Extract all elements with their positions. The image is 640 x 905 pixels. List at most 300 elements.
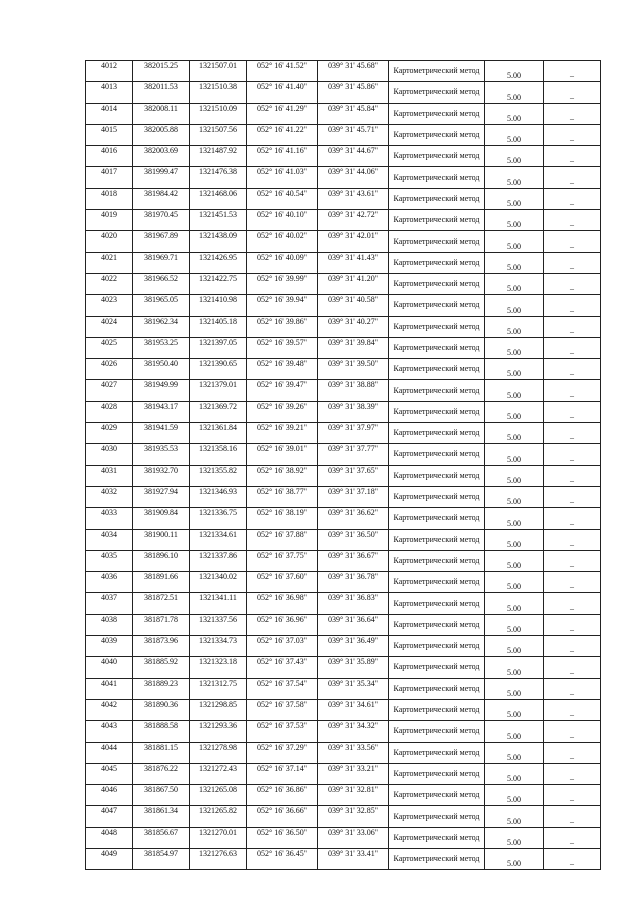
method-cell: Картометрический метод	[389, 508, 485, 529]
latitude-cell: 052° 16' 41.29"	[247, 103, 318, 124]
x-coordinate-cell: 381965.05	[133, 295, 190, 316]
table-row	[86, 188, 601, 209]
y-coordinate-cell: 1321334.73	[190, 636, 247, 657]
latitude-cell: 052° 16' 37.14"	[247, 763, 318, 784]
longitude-cell: 039° 31' 37.97"	[318, 423, 389, 444]
y-coordinate-cell: 1321405.18	[190, 316, 247, 337]
point-number-cell: 4019	[86, 210, 133, 231]
point-number-cell: 4024	[86, 316, 133, 337]
x-coordinate-cell: 382003.69	[133, 146, 190, 167]
accuracy-cell: 5.00	[485, 678, 544, 699]
longitude-cell: 039° 31' 33.21"	[318, 763, 389, 784]
method-cell: Картометрический метод	[389, 295, 485, 316]
x-coordinate-cell: 381935.53	[133, 444, 190, 465]
longitude-cell: 039° 31' 37.65"	[318, 465, 389, 486]
accuracy-cell: 5.00	[485, 593, 544, 614]
longitude-cell: 039° 31' 33.06"	[318, 827, 389, 848]
x-coordinate-cell: 381889.23	[133, 678, 190, 699]
x-coordinate-cell: 381861.34	[133, 806, 190, 827]
note-cell: –	[544, 486, 601, 507]
note-cell: –	[544, 337, 601, 358]
method-cell: Картометрический метод	[389, 486, 485, 507]
latitude-cell: 052° 16' 41.22"	[247, 124, 318, 145]
longitude-cell: 039° 31' 36.67"	[318, 550, 389, 571]
x-coordinate-cell: 381941.59	[133, 423, 190, 444]
method-cell: Картометрический метод	[389, 273, 485, 294]
y-coordinate-cell: 1321379.01	[190, 380, 247, 401]
table-row	[86, 550, 601, 571]
latitude-cell: 052° 16' 41.52"	[247, 61, 318, 82]
accuracy-cell: 5.00	[485, 295, 544, 316]
y-coordinate-cell: 1321336.75	[190, 508, 247, 529]
y-coordinate-cell: 1321397.05	[190, 337, 247, 358]
point-number-cell: 4014	[86, 103, 133, 124]
table-row	[86, 721, 601, 742]
y-coordinate-cell: 1321323.18	[190, 657, 247, 678]
latitude-cell: 052° 16' 40.02"	[247, 231, 318, 252]
table-row	[86, 423, 601, 444]
note-cell: –	[544, 423, 601, 444]
x-coordinate-cell: 382011.53	[133, 82, 190, 103]
method-cell: Картометрический метод	[389, 636, 485, 657]
longitude-cell: 039° 31' 33.41"	[318, 848, 389, 869]
longitude-cell: 039° 31' 37.18"	[318, 486, 389, 507]
y-coordinate-cell: 1321390.65	[190, 359, 247, 380]
method-cell: Картометрический метод	[389, 721, 485, 742]
longitude-cell: 039° 31' 44.67"	[318, 146, 389, 167]
latitude-cell: 052° 16' 38.19"	[247, 508, 318, 529]
point-number-cell: 4020	[86, 231, 133, 252]
method-cell: Картометрический метод	[389, 252, 485, 273]
method-cell: Картометрический метод	[389, 657, 485, 678]
note-cell: –	[544, 380, 601, 401]
note-cell: –	[544, 82, 601, 103]
longitude-cell: 039° 31' 40.58"	[318, 295, 389, 316]
point-number-cell: 4031	[86, 465, 133, 486]
accuracy-cell: 5.00	[485, 316, 544, 337]
longitude-cell: 039° 31' 39.50"	[318, 359, 389, 380]
point-number-cell: 4025	[86, 337, 133, 358]
point-number-cell: 4034	[86, 529, 133, 550]
point-number-cell: 4043	[86, 721, 133, 742]
table-row	[86, 316, 601, 337]
accuracy-cell: 5.00	[485, 231, 544, 252]
accuracy-cell: 5.00	[485, 124, 544, 145]
longitude-cell: 039° 31' 34.61"	[318, 699, 389, 720]
method-cell: Картометрический метод	[389, 359, 485, 380]
x-coordinate-cell: 382015.25	[133, 61, 190, 82]
latitude-cell: 052° 16' 39.48"	[247, 359, 318, 380]
accuracy-cell: 5.00	[485, 423, 544, 444]
y-coordinate-cell: 1321507.56	[190, 124, 247, 145]
point-number-cell: 4012	[86, 61, 133, 82]
table-row	[86, 401, 601, 422]
note-cell: –	[544, 146, 601, 167]
latitude-cell: 052° 16' 36.50"	[247, 827, 318, 848]
note-cell: –	[544, 593, 601, 614]
accuracy-cell: 5.00	[485, 529, 544, 550]
y-coordinate-cell: 1321278.98	[190, 742, 247, 763]
method-cell: Картометрический метод	[389, 529, 485, 550]
latitude-cell: 052° 16' 39.57"	[247, 337, 318, 358]
accuracy-cell: 5.00	[485, 359, 544, 380]
method-cell: Картометрический метод	[389, 806, 485, 827]
longitude-cell: 039° 31' 45.71"	[318, 124, 389, 145]
x-coordinate-cell: 381872.51	[133, 593, 190, 614]
note-cell: –	[544, 806, 601, 827]
method-cell: Картометрический метод	[389, 465, 485, 486]
latitude-cell: 052° 16' 41.40"	[247, 82, 318, 103]
method-cell: Картометрический метод	[389, 423, 485, 444]
latitude-cell: 052° 16' 41.03"	[247, 167, 318, 188]
latitude-cell: 052° 16' 39.86"	[247, 316, 318, 337]
table-row	[86, 529, 601, 550]
note-cell: –	[544, 785, 601, 806]
x-coordinate-cell: 381966.52	[133, 273, 190, 294]
x-coordinate-cell: 381885.92	[133, 657, 190, 678]
note-cell: –	[544, 550, 601, 571]
method-cell: Картометрический метод	[389, 337, 485, 358]
y-coordinate-cell: 1321422.75	[190, 273, 247, 294]
point-number-cell: 4036	[86, 572, 133, 593]
note-cell: –	[544, 231, 601, 252]
x-coordinate-cell: 381999.47	[133, 167, 190, 188]
latitude-cell: 052° 16' 37.53"	[247, 721, 318, 742]
note-cell: –	[544, 529, 601, 550]
point-number-cell: 4046	[86, 785, 133, 806]
method-cell: Картометрический метод	[389, 401, 485, 422]
point-number-cell: 4027	[86, 380, 133, 401]
table-row	[86, 167, 601, 188]
accuracy-cell: 5.00	[485, 742, 544, 763]
accuracy-cell: 5.00	[485, 82, 544, 103]
longitude-cell: 039° 31' 40.27"	[318, 316, 389, 337]
y-coordinate-cell: 1321510.09	[190, 103, 247, 124]
x-coordinate-cell: 381950.40	[133, 359, 190, 380]
accuracy-cell: 5.00	[485, 188, 544, 209]
y-coordinate-cell: 1321337.86	[190, 550, 247, 571]
table-row	[86, 827, 601, 848]
y-coordinate-cell: 1321468.06	[190, 188, 247, 209]
accuracy-cell: 5.00	[485, 252, 544, 273]
note-cell: –	[544, 124, 601, 145]
x-coordinate-cell: 381888.58	[133, 721, 190, 742]
accuracy-cell: 5.00	[485, 763, 544, 784]
table-row	[86, 273, 601, 294]
latitude-cell: 052° 16' 40.09"	[247, 252, 318, 273]
accuracy-cell: 5.00	[485, 508, 544, 529]
note-cell: –	[544, 848, 601, 869]
point-number-cell: 4048	[86, 827, 133, 848]
longitude-cell: 039° 31' 33.56"	[318, 742, 389, 763]
latitude-cell: 052° 16' 39.47"	[247, 380, 318, 401]
latitude-cell: 052° 16' 39.94"	[247, 295, 318, 316]
point-number-cell: 4039	[86, 636, 133, 657]
point-number-cell: 4021	[86, 252, 133, 273]
table-row	[86, 295, 601, 316]
point-number-cell: 4032	[86, 486, 133, 507]
longitude-cell: 039° 31' 45.68"	[318, 61, 389, 82]
latitude-cell: 052° 16' 38.92"	[247, 465, 318, 486]
latitude-cell: 052° 16' 40.10"	[247, 210, 318, 231]
longitude-cell: 039° 31' 35.89"	[318, 657, 389, 678]
accuracy-cell: 5.00	[485, 614, 544, 635]
method-cell: Картометрический метод	[389, 444, 485, 465]
accuracy-cell: 5.00	[485, 210, 544, 231]
y-coordinate-cell: 1321361.84	[190, 423, 247, 444]
table-row	[86, 465, 601, 486]
latitude-cell: 052° 16' 39.26"	[247, 401, 318, 422]
method-cell: Картометрический метод	[389, 593, 485, 614]
accuracy-cell: 5.00	[485, 848, 544, 869]
method-cell: Картометрический метод	[389, 785, 485, 806]
method-cell: Картометрический метод	[389, 763, 485, 784]
point-number-cell: 4042	[86, 699, 133, 720]
table-row	[86, 231, 601, 252]
latitude-cell: 052° 16' 40.54"	[247, 188, 318, 209]
longitude-cell: 039° 31' 45.84"	[318, 103, 389, 124]
method-cell: Картометрический метод	[389, 380, 485, 401]
x-coordinate-cell: 381949.99	[133, 380, 190, 401]
accuracy-cell: 5.00	[485, 61, 544, 82]
x-coordinate-cell: 381962.34	[133, 316, 190, 337]
note-cell: –	[544, 763, 601, 784]
latitude-cell: 052° 16' 37.75"	[247, 550, 318, 571]
table-row	[86, 763, 601, 784]
latitude-cell: 052° 16' 36.96"	[247, 614, 318, 635]
note-cell: –	[544, 699, 601, 720]
latitude-cell: 052° 16' 41.16"	[247, 146, 318, 167]
y-coordinate-cell: 1321276.63	[190, 848, 247, 869]
point-number-cell: 4028	[86, 401, 133, 422]
method-cell: Картометрический метод	[389, 742, 485, 763]
table-row	[86, 657, 601, 678]
note-cell: –	[544, 401, 601, 422]
x-coordinate-cell: 381932.70	[133, 465, 190, 486]
table-row	[86, 252, 601, 273]
method-cell: Картометрический метод	[389, 316, 485, 337]
y-coordinate-cell: 1321451.53	[190, 210, 247, 231]
y-coordinate-cell: 1321334.61	[190, 529, 247, 550]
latitude-cell: 052° 16' 38.77"	[247, 486, 318, 507]
accuracy-cell: 5.00	[485, 486, 544, 507]
longitude-cell: 039° 31' 36.64"	[318, 614, 389, 635]
note-cell: –	[544, 103, 601, 124]
point-number-cell: 4013	[86, 82, 133, 103]
note-cell: –	[544, 742, 601, 763]
longitude-cell: 039° 31' 32.81"	[318, 785, 389, 806]
note-cell: –	[544, 721, 601, 742]
longitude-cell: 039° 31' 36.50"	[318, 529, 389, 550]
point-number-cell: 4029	[86, 423, 133, 444]
note-cell: –	[544, 273, 601, 294]
table-body	[86, 61, 601, 870]
y-coordinate-cell: 1321507.01	[190, 61, 247, 82]
x-coordinate-cell: 381871.78	[133, 614, 190, 635]
accuracy-cell: 5.00	[485, 636, 544, 657]
method-cell: Картометрический метод	[389, 188, 485, 209]
y-coordinate-cell: 1321270.01	[190, 827, 247, 848]
latitude-cell: 052° 16' 37.03"	[247, 636, 318, 657]
longitude-cell: 039° 31' 32.85"	[318, 806, 389, 827]
method-cell: Картометрический метод	[389, 699, 485, 720]
method-cell: Картометрический метод	[389, 103, 485, 124]
latitude-cell: 052° 16' 37.58"	[247, 699, 318, 720]
longitude-cell: 039° 31' 38.88"	[318, 380, 389, 401]
longitude-cell: 039° 31' 35.34"	[318, 678, 389, 699]
table-row	[86, 785, 601, 806]
y-coordinate-cell: 1321272.43	[190, 763, 247, 784]
note-cell: –	[544, 61, 601, 82]
accuracy-cell: 5.00	[485, 167, 544, 188]
point-number-cell: 4047	[86, 806, 133, 827]
x-coordinate-cell: 382005.88	[133, 124, 190, 145]
method-cell: Картометрический метод	[389, 572, 485, 593]
table-row	[86, 593, 601, 614]
point-number-cell: 4015	[86, 124, 133, 145]
note-cell: –	[544, 614, 601, 635]
point-number-cell: 4040	[86, 657, 133, 678]
y-coordinate-cell: 1321341.11	[190, 593, 247, 614]
longitude-cell: 039° 31' 36.49"	[318, 636, 389, 657]
y-coordinate-cell: 1321337.56	[190, 614, 247, 635]
point-number-cell: 4045	[86, 763, 133, 784]
latitude-cell: 052° 16' 36.98"	[247, 593, 318, 614]
point-number-cell: 4035	[86, 550, 133, 571]
note-cell: –	[544, 465, 601, 486]
x-coordinate-cell: 381891.66	[133, 572, 190, 593]
longitude-cell: 039° 31' 36.83"	[318, 593, 389, 614]
x-coordinate-cell: 381856.67	[133, 827, 190, 848]
accuracy-cell: 5.00	[485, 465, 544, 486]
y-coordinate-cell: 1321410.98	[190, 295, 247, 316]
table-row	[86, 337, 601, 358]
x-coordinate-cell: 381881.15	[133, 742, 190, 763]
latitude-cell: 052° 16' 37.88"	[247, 529, 318, 550]
x-coordinate-cell: 382008.11	[133, 103, 190, 124]
coordinates-table	[85, 60, 601, 870]
point-number-cell: 4030	[86, 444, 133, 465]
y-coordinate-cell: 1321426.95	[190, 252, 247, 273]
latitude-cell: 052° 16' 36.45"	[247, 848, 318, 869]
latitude-cell: 052° 16' 36.66"	[247, 806, 318, 827]
point-number-cell: 4041	[86, 678, 133, 699]
longitude-cell: 039° 31' 41.20"	[318, 273, 389, 294]
accuracy-cell: 5.00	[485, 444, 544, 465]
y-coordinate-cell: 1321293.36	[190, 721, 247, 742]
x-coordinate-cell: 381854.97	[133, 848, 190, 869]
table-row	[86, 210, 601, 231]
method-cell: Картометрический метод	[389, 678, 485, 699]
method-cell: Картометрический метод	[389, 231, 485, 252]
table-row	[86, 82, 601, 103]
point-number-cell: 4016	[86, 146, 133, 167]
note-cell: –	[544, 657, 601, 678]
point-number-cell: 4022	[86, 273, 133, 294]
point-number-cell: 4018	[86, 188, 133, 209]
table-row	[86, 699, 601, 720]
note-cell: –	[544, 252, 601, 273]
accuracy-cell: 5.00	[485, 827, 544, 848]
method-cell: Картометрический метод	[389, 827, 485, 848]
longitude-cell: 039° 31' 44.06"	[318, 167, 389, 188]
accuracy-cell: 5.00	[485, 103, 544, 124]
longitude-cell: 039° 31' 42.01"	[318, 231, 389, 252]
table-row	[86, 742, 601, 763]
x-coordinate-cell: 381867.50	[133, 785, 190, 806]
longitude-cell: 039° 31' 45.86"	[318, 82, 389, 103]
accuracy-cell: 5.00	[485, 785, 544, 806]
longitude-cell: 039° 31' 34.32"	[318, 721, 389, 742]
y-coordinate-cell: 1321355.82	[190, 465, 247, 486]
point-number-cell: 4017	[86, 167, 133, 188]
method-cell: Картометрический метод	[389, 550, 485, 571]
longitude-cell: 039° 31' 36.62"	[318, 508, 389, 529]
latitude-cell: 052° 16' 39.01"	[247, 444, 318, 465]
longitude-cell: 039° 31' 36.78"	[318, 572, 389, 593]
note-cell: –	[544, 508, 601, 529]
method-cell: Картометрический метод	[389, 210, 485, 231]
table-row	[86, 508, 601, 529]
x-coordinate-cell: 381876.22	[133, 763, 190, 784]
accuracy-cell: 5.00	[485, 657, 544, 678]
longitude-cell: 039° 31' 42.72"	[318, 210, 389, 231]
x-coordinate-cell: 381909.84	[133, 508, 190, 529]
x-coordinate-cell: 381927.94	[133, 486, 190, 507]
table-row	[86, 614, 601, 635]
latitude-cell: 052° 16' 39.21"	[247, 423, 318, 444]
y-coordinate-cell: 1321265.08	[190, 785, 247, 806]
latitude-cell: 052° 16' 37.54"	[247, 678, 318, 699]
point-number-cell: 4038	[86, 614, 133, 635]
x-coordinate-cell: 381900.11	[133, 529, 190, 550]
point-number-cell: 4044	[86, 742, 133, 763]
method-cell: Картометрический метод	[389, 124, 485, 145]
table-row	[86, 380, 601, 401]
accuracy-cell: 5.00	[485, 401, 544, 422]
table-row	[86, 146, 601, 167]
accuracy-cell: 5.00	[485, 550, 544, 571]
accuracy-cell: 5.00	[485, 146, 544, 167]
method-cell: Картометрический метод	[389, 848, 485, 869]
longitude-cell: 039° 31' 43.61"	[318, 188, 389, 209]
longitude-cell: 039° 31' 38.39"	[318, 401, 389, 422]
accuracy-cell: 5.00	[485, 380, 544, 401]
x-coordinate-cell: 381873.96	[133, 636, 190, 657]
method-cell: Картометрический метод	[389, 614, 485, 635]
method-cell: Картометрический метод	[389, 82, 485, 103]
note-cell: –	[544, 167, 601, 188]
table-row	[86, 359, 601, 380]
note-cell: –	[544, 636, 601, 657]
table-row	[86, 848, 601, 869]
y-coordinate-cell: 1321340.02	[190, 572, 247, 593]
latitude-cell: 052° 16' 39.99"	[247, 273, 318, 294]
y-coordinate-cell: 1321312.75	[190, 678, 247, 699]
note-cell: –	[544, 359, 601, 380]
note-cell: –	[544, 210, 601, 231]
point-number-cell: 4023	[86, 295, 133, 316]
note-cell: –	[544, 827, 601, 848]
note-cell: –	[544, 295, 601, 316]
y-coordinate-cell: 1321265.82	[190, 806, 247, 827]
point-number-cell: 4037	[86, 593, 133, 614]
latitude-cell: 052° 16' 37.60"	[247, 572, 318, 593]
longitude-cell: 039° 31' 41.43"	[318, 252, 389, 273]
table-row	[86, 124, 601, 145]
accuracy-cell: 5.00	[485, 337, 544, 358]
table-row	[86, 103, 601, 124]
